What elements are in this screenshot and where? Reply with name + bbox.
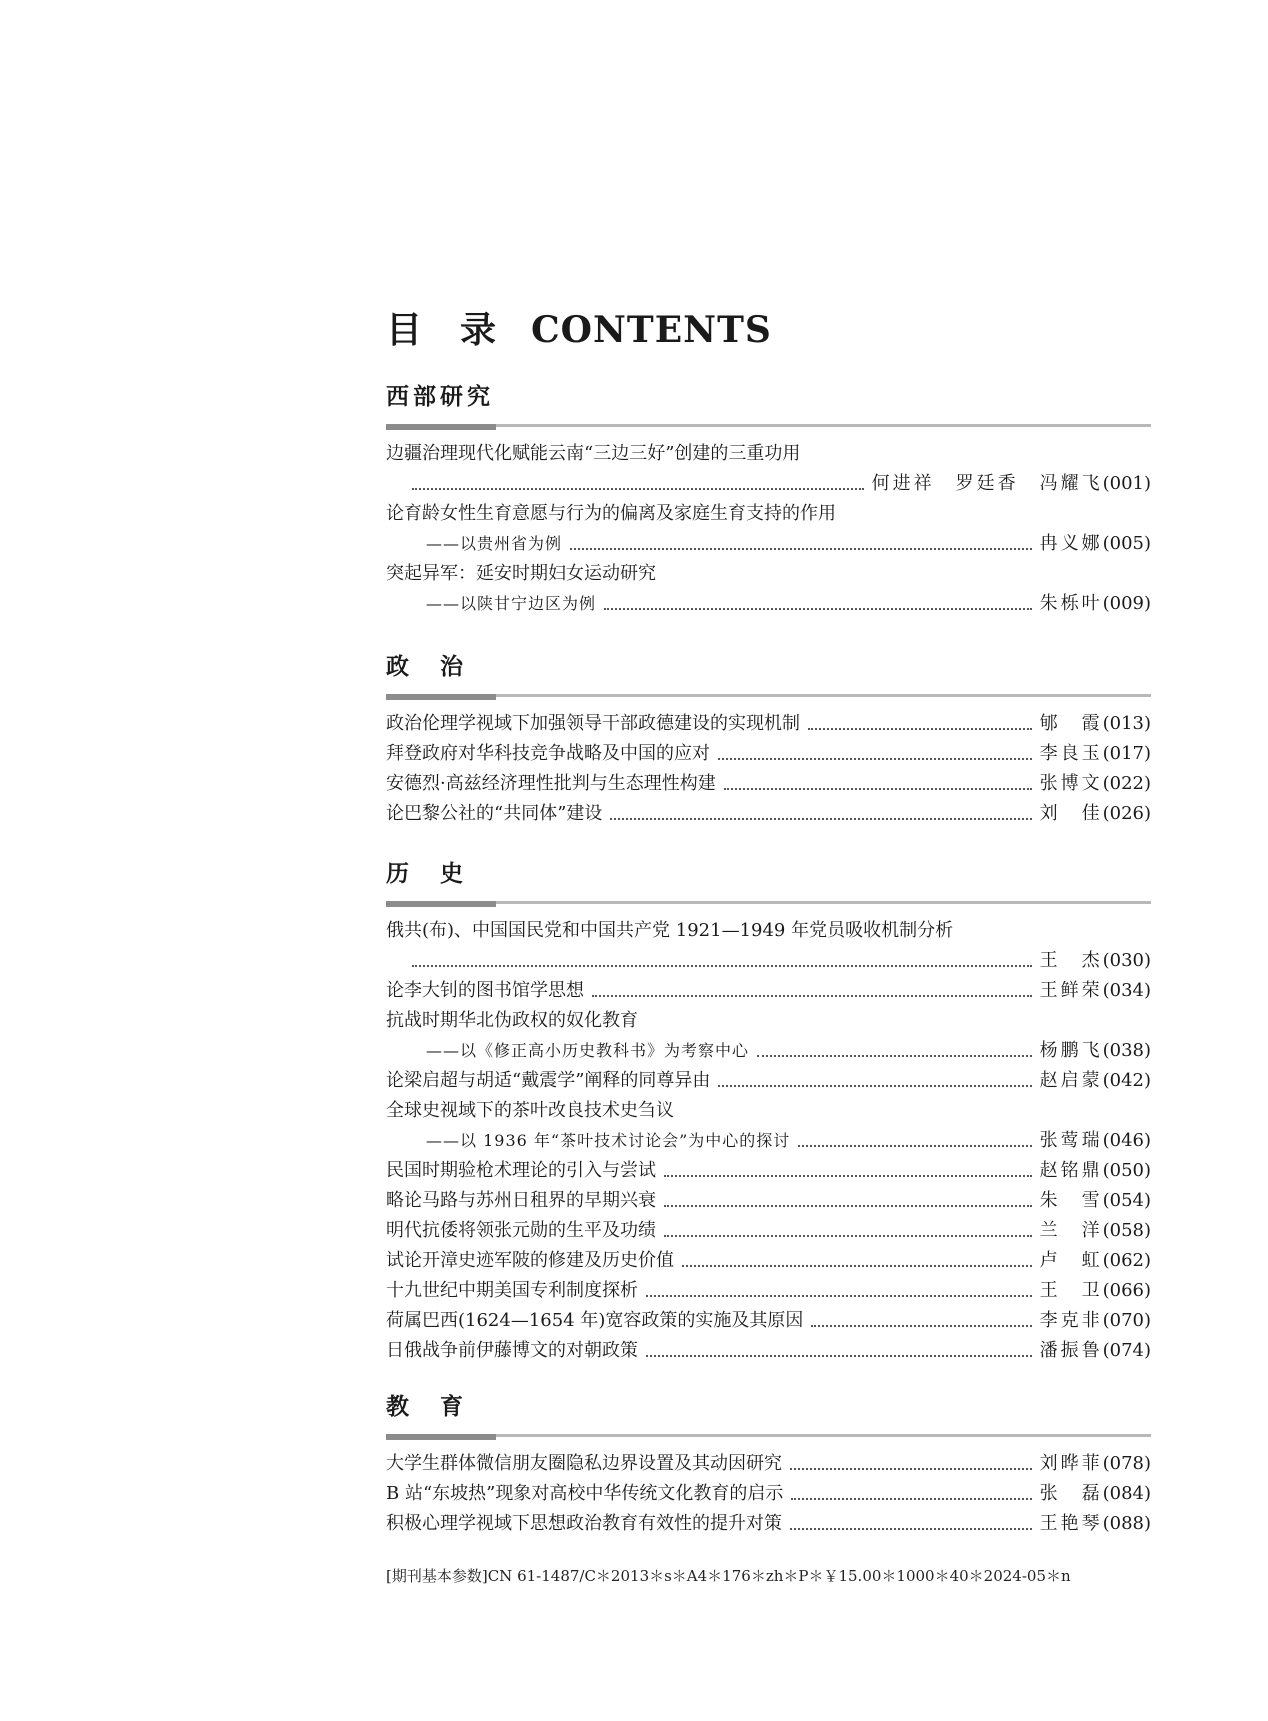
entry-title: 边疆治理现代化赋能云南“三边三好”创建的三重功用 [386, 443, 801, 464]
entry-authors: 张博文 [1039, 773, 1103, 794]
entry-page: (062) [1102, 1250, 1151, 1271]
entry-authors: 杨鹏飞 [1039, 1040, 1103, 1061]
entry-page: (088) [1102, 1513, 1151, 1534]
entry-authors: 朱 雪 [1039, 1190, 1103, 1211]
entry-title: 试论开漳史迹军陂的修建及历史价值 [386, 1250, 674, 1271]
toc-entry-line[interactable] [386, 469, 1151, 499]
entry-title: 十九世纪中期美国专利制度探析 [386, 1280, 638, 1301]
entry-subtitle: ——以贵州省为例 [426, 534, 563, 553]
entry-authors: 张莺瑞 [1039, 1130, 1103, 1151]
entry-title: 论梁启超与胡适“戴震学”阐释的同尊异由 [386, 1070, 711, 1091]
entry-page: (034) [1102, 980, 1151, 1001]
section-heading: 历 史 [386, 860, 467, 887]
dot-leader [811, 1313, 1031, 1327]
section-history [386, 857, 1151, 1366]
dot-leader [412, 953, 1032, 967]
entry-title: 积极心理学视域下思想政治教育有效性的提升对策 [386, 1513, 782, 1534]
dot-leader [718, 1073, 1031, 1087]
entry-page: (046) [1102, 1130, 1151, 1151]
entry-title: 大学生群体微信朋友圈隐私边界设置及其动因研究 [386, 1453, 782, 1474]
entry-page: (030) [1102, 950, 1151, 971]
dot-leader [664, 1223, 1032, 1237]
entry-title: 抗战时期华北伪政权的奴化教育 [386, 1010, 638, 1031]
entry-page: (058) [1102, 1220, 1151, 1241]
toc-entry[interactable] [386, 1449, 1151, 1479]
entry-authors: 刘晔菲 [1039, 1453, 1103, 1474]
page-title [386, 302, 772, 353]
entry-title: 拜登政府对华科技竞争战略及中国的应对 [386, 743, 710, 764]
entry-title: 荷属巴西(1624—1654 年)宽容政策的实施及其原因 [386, 1310, 804, 1331]
entry-title: 突起异军：延安时期妇女运动研究 [386, 563, 656, 584]
entry-authors: 兰 洋 [1039, 1220, 1103, 1241]
dot-leader [790, 1456, 1032, 1470]
entry-subtitle: ——以 1936 年“茶叶技术讨论会”为中心的探讨 [426, 1131, 791, 1150]
dot-leader [664, 1193, 1032, 1207]
entry-authors: 王 杰 [1039, 950, 1103, 971]
toc-entry[interactable] [386, 976, 1151, 1006]
entry-authors: 赵启蒙 [1039, 1070, 1103, 1091]
entry-page: (009) [1102, 593, 1151, 614]
dot-leader [808, 716, 1032, 730]
dot-leader [724, 776, 1032, 790]
entry-title: 日俄战争前伊藤博文的对朝政策 [386, 1340, 638, 1361]
entry-page: (050) [1102, 1160, 1151, 1181]
entry-authors: 冉义娜 [1039, 533, 1103, 554]
entry-page: (013) [1102, 713, 1151, 734]
entry-authors: 李良玉 [1039, 743, 1103, 764]
entry-page: (078) [1102, 1453, 1151, 1474]
entry-subtitle: ——以陕甘宁边区为例 [426, 594, 597, 613]
toc-entry[interactable] [386, 1306, 1151, 1336]
entry-title: 论李大钊的图书馆学思想 [386, 980, 584, 1001]
toc-entry[interactable] [386, 1066, 1151, 1096]
entry-title: 安德烈·高兹经济理性批判与生态理性构建 [386, 773, 716, 794]
toc-entry-title[interactable] [386, 499, 1151, 529]
entry-authors: 李克非 [1039, 1310, 1103, 1331]
toc-entry-title[interactable] [386, 916, 1151, 946]
dot-leader [757, 1043, 1032, 1057]
dot-leader [682, 1253, 1032, 1267]
toc-entry[interactable] [386, 769, 1151, 799]
toc-entry-line[interactable] [386, 589, 1151, 619]
entry-page: (054) [1102, 1190, 1151, 1211]
toc-entry-line[interactable] [386, 529, 1151, 559]
entry-authors: 张 磊 [1039, 1483, 1103, 1504]
entry-authors: 郇 霞 [1039, 713, 1103, 734]
entry-authors: 刘 佳 [1039, 803, 1103, 824]
toc-entry[interactable] [386, 799, 1151, 829]
toc-entry-title[interactable] [386, 1006, 1151, 1036]
title-en: CONTENTS [531, 309, 772, 351]
dot-leader [791, 1486, 1031, 1500]
entry-title: 论育龄女性生育意愿与行为的偏离及家庭生育支持的作用 [386, 503, 836, 524]
toc-entry-line[interactable] [386, 946, 1151, 976]
toc-entry[interactable] [386, 1156, 1151, 1186]
entry-page: (022) [1102, 773, 1151, 794]
entry-title: 论巴黎公社的“共同体”建设 [386, 803, 603, 824]
toc-entry-title[interactable] [386, 559, 1151, 589]
dot-leader [570, 536, 1032, 550]
entry-title: 政治伦理学视域下加强领导干部政德建设的实现机制 [386, 713, 800, 734]
entry-page: (070) [1102, 1310, 1151, 1331]
journal-parameters: [期刊基本参数]CN 61-1487/C＊2013＊s＊A4＊176＊zh＊P＊￥15.00＊1000＊40＊2024-05＊n [386, 1567, 1071, 1585]
entry-authors: 卢 虹 [1039, 1250, 1103, 1271]
dot-leader [592, 983, 1032, 997]
toc-entry-title[interactable] [386, 439, 1151, 469]
section-rule [386, 424, 1151, 427]
dot-leader [604, 596, 1032, 610]
entry-page: (066) [1102, 1280, 1151, 1301]
section-politics [386, 650, 1151, 829]
entry-title: 全球史视域下的茶叶改良技术史刍议 [386, 1100, 674, 1121]
toc-entry[interactable] [386, 1186, 1151, 1216]
toc-entry[interactable] [386, 1246, 1151, 1276]
section-education [386, 1390, 1151, 1539]
entry-page: (042) [1102, 1070, 1151, 1091]
dot-leader [646, 1283, 1032, 1297]
entry-title: 民国时期验枪术理论的引入与尝试 [386, 1160, 656, 1181]
entry-page: (074) [1102, 1340, 1151, 1361]
entry-page: (084) [1102, 1483, 1151, 1504]
toc-entry[interactable] [386, 1276, 1151, 1306]
section-heading: 政 治 [386, 653, 467, 680]
dot-leader [646, 1343, 1032, 1357]
entry-page: (005) [1102, 533, 1151, 554]
entry-authors: 何进祥 罗廷香 冯耀飞 [871, 473, 1103, 494]
entry-authors: 王艳琴 [1039, 1513, 1103, 1534]
section-heading: 西部研究 [386, 383, 494, 410]
entry-authors: 王鲜荣 [1039, 980, 1103, 1001]
section-rule [386, 694, 1151, 697]
title-cn: 目 录 [386, 309, 498, 351]
entry-authors: 朱栎叶 [1039, 593, 1103, 614]
toc-entry[interactable] [386, 1336, 1151, 1366]
section-western-studies [386, 380, 1151, 619]
dot-leader [718, 746, 1032, 760]
entry-subtitle: ——以《修正高小历史教科书》为考察中心 [426, 1041, 750, 1060]
section-rule [386, 1434, 1151, 1437]
entry-page: (026) [1102, 803, 1151, 824]
dot-leader [664, 1163, 1032, 1177]
entry-title: 略论马路与苏州日租界的早期兴衰 [386, 1190, 656, 1211]
toc-entry[interactable] [386, 1216, 1151, 1246]
entry-page: (017) [1102, 743, 1151, 764]
toc-entry[interactable] [386, 739, 1151, 769]
entry-authors: 王 卫 [1039, 1280, 1103, 1301]
toc-entry[interactable] [386, 709, 1151, 739]
toc-entry-title[interactable] [386, 1096, 1151, 1126]
entry-authors: 潘振鲁 [1039, 1340, 1103, 1361]
section-heading: 教 育 [386, 1393, 467, 1420]
toc-entry[interactable] [386, 1479, 1151, 1509]
section-rule [386, 901, 1151, 904]
toc-entry-line[interactable] [386, 1036, 1151, 1066]
entry-page: (038) [1102, 1040, 1151, 1061]
dot-leader [790, 1516, 1032, 1530]
entry-authors: 赵铭鼎 [1039, 1160, 1103, 1181]
entry-title: 俄共(布)、中国国民党和中国共产党 1921—1949 年党员吸收机制分析 [386, 920, 954, 941]
toc-entry-line[interactable] [386, 1126, 1151, 1156]
entry-title: B 站“东坡热”现象对高校中华传统文化教育的启示 [386, 1483, 784, 1504]
dot-leader [610, 806, 1031, 820]
entry-page: (001) [1102, 473, 1151, 494]
dot-leader [412, 476, 864, 490]
entry-title: 明代抗倭将领张元勋的生平及功绩 [386, 1220, 656, 1241]
dot-leader [798, 1133, 1031, 1147]
toc-entry[interactable] [386, 1509, 1151, 1539]
